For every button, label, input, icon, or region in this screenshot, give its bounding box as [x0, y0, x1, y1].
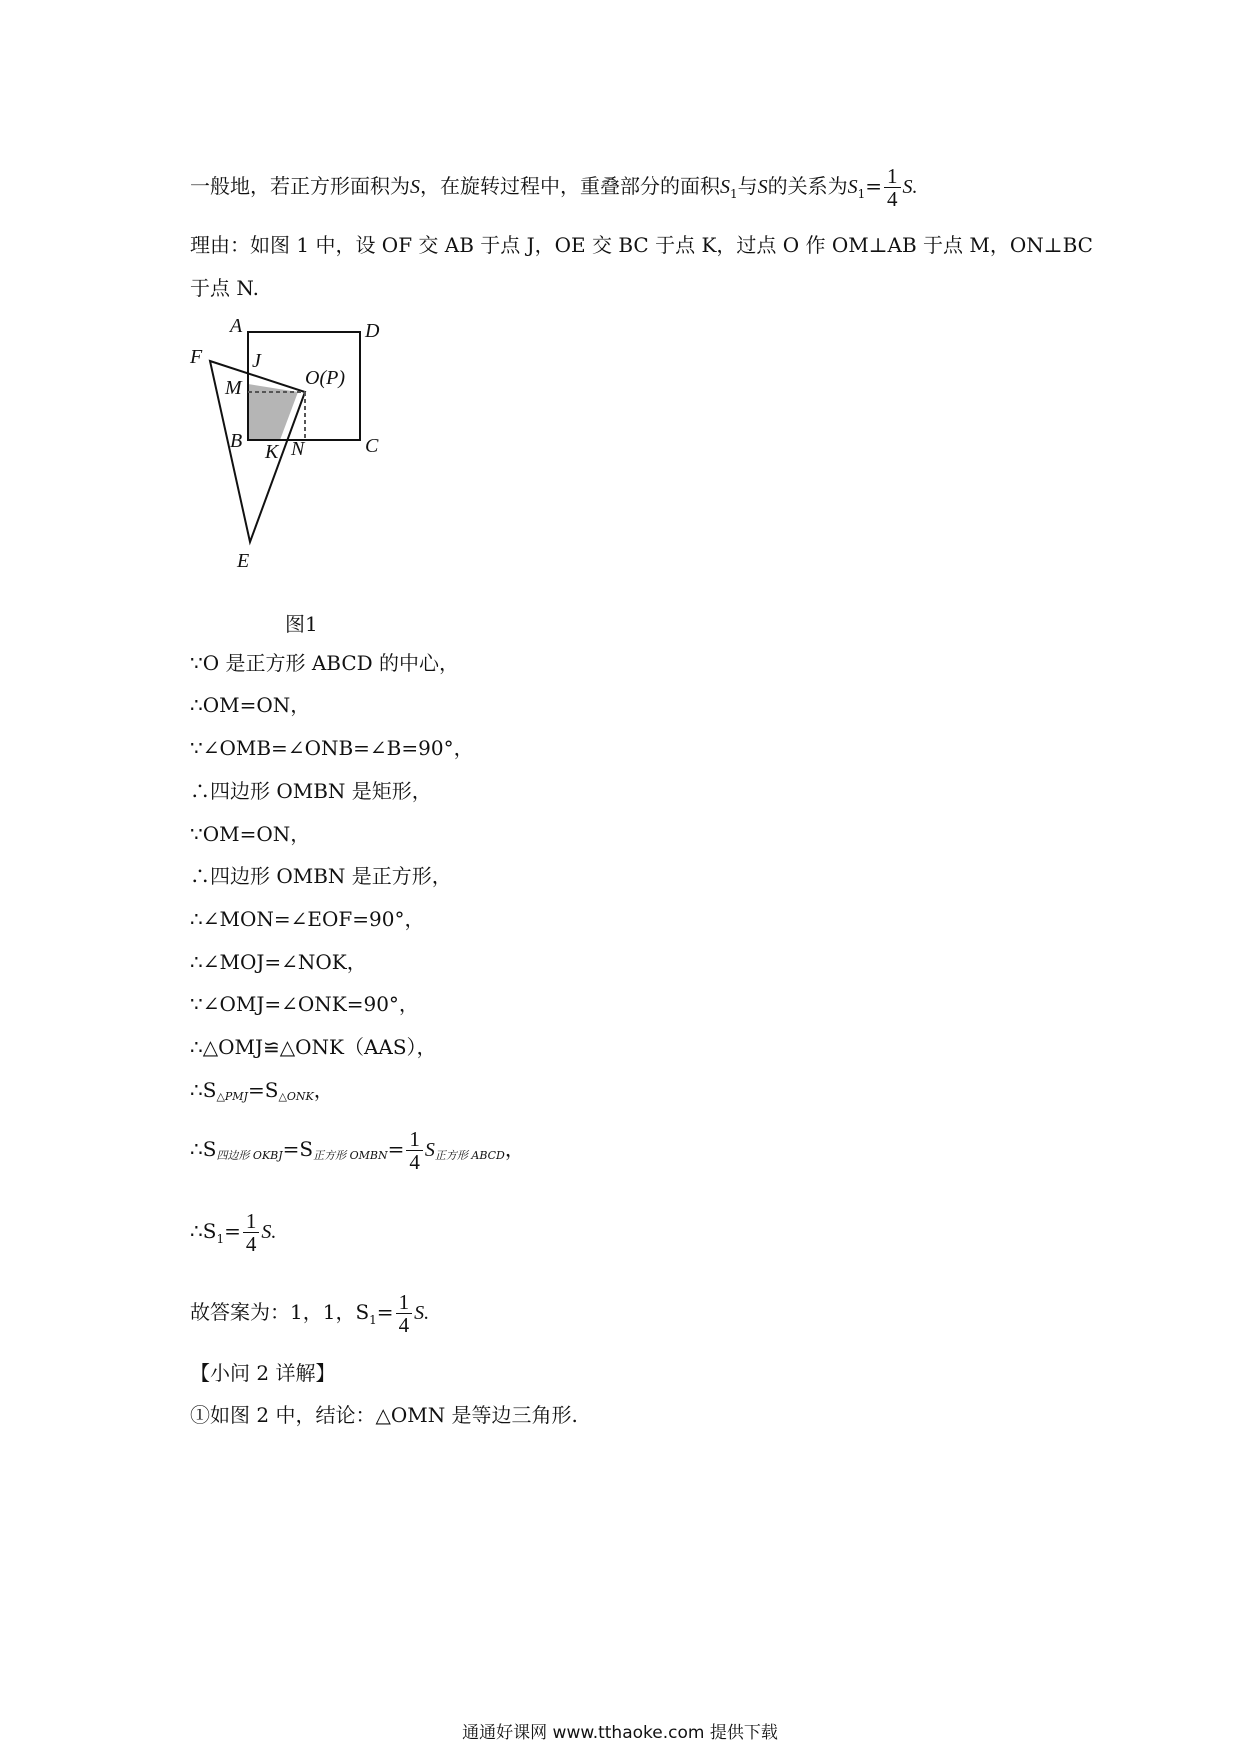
- text: 的关系为: [767, 174, 848, 198]
- proof-line: ∴OM=ON，: [190, 693, 311, 717]
- subscript: 正方形 OMBN: [313, 1149, 388, 1162]
- subscript: 1: [369, 1313, 377, 1327]
- fraction-numerator: 1: [396, 1291, 413, 1314]
- proof-line: ∵∠OMJ=∠ONK=90°，: [190, 992, 419, 1016]
- text-line-3: 于点 N.: [190, 276, 259, 300]
- text: =: [865, 174, 883, 198]
- label-c: C: [365, 435, 379, 457]
- text: ，: [313, 1078, 334, 1102]
- proof-line-area-equal: [190, 1077, 334, 1110]
- proof-line: ∵O 是正方形 ABCD 的中心，: [190, 651, 460, 675]
- proof-line: ∵∠OMB=∠ONB=∠B=90°，: [190, 736, 474, 760]
- label-j: J: [252, 350, 261, 372]
- fraction-numerator: 1: [884, 165, 901, 188]
- proof-line: ∴四边形 OMBN 是正方形，: [190, 864, 452, 888]
- fraction: [406, 1128, 423, 1173]
- fraction-denominator: 4: [245, 1232, 257, 1256]
- label-k: K: [265, 441, 279, 463]
- label-b: B: [230, 430, 243, 452]
- var: S.: [902, 176, 918, 198]
- proof-line-conclusion: [190, 1210, 276, 1255]
- figure-caption: 图1: [285, 612, 318, 636]
- proof-line: ∴△OMJ≌△ONK（AAS），: [190, 1035, 437, 1059]
- var: S: [847, 176, 858, 198]
- text: 故答案为：1，1，S: [190, 1300, 370, 1324]
- subscript: 1: [216, 1232, 225, 1246]
- text: ∴S: [190, 1078, 217, 1102]
- text: 与: [737, 174, 758, 198]
- proof-line: ∴∠MON=∠EOF=90°，: [190, 907, 425, 931]
- subscript: 四边形 OKBJ: [216, 1149, 283, 1162]
- subscript: 1: [730, 187, 738, 201]
- text-line-1: [190, 165, 918, 210]
- label-e: E: [237, 550, 250, 572]
- label-n: N: [291, 438, 305, 460]
- text: 一般地，若正方形面积为: [190, 174, 410, 198]
- footer-text: 通通好课网 www.tthaoke.com 提供下载: [462, 1723, 778, 1743]
- label-o: O(P): [305, 367, 345, 389]
- text: =S: [247, 1078, 279, 1102]
- fraction-denominator: 4: [398, 1313, 410, 1337]
- label-a: A: [230, 315, 243, 337]
- fraction: [884, 165, 901, 210]
- fraction-numerator: 1: [243, 1210, 260, 1233]
- label-m: M: [225, 377, 242, 399]
- label-f: F: [190, 346, 203, 368]
- answer-line: [190, 1291, 429, 1336]
- text: ∴S: [190, 1219, 217, 1243]
- text: ∴S: [190, 1137, 217, 1161]
- text: ，: [504, 1137, 525, 1161]
- var: S: [757, 176, 768, 198]
- subscript: △ONK: [278, 1090, 314, 1103]
- var: S: [720, 176, 730, 198]
- text: =S: [282, 1137, 314, 1161]
- section-heading: 【小问 2 详解】: [190, 1361, 336, 1385]
- text-line-2: 理由：如图 1 中，设 OF 交 AB 于点 J，OE 交 BC 于点 K，过点 O 作 OM⊥AB 于点 M，ON⊥BC: [190, 233, 1093, 257]
- label-d: D: [365, 320, 380, 342]
- fraction: [243, 1210, 260, 1255]
- subscript: 1: [857, 187, 866, 201]
- fraction-denominator: 4: [887, 187, 898, 211]
- var: S: [410, 176, 420, 198]
- subscript: 正方形 ABCD: [434, 1149, 505, 1162]
- var: S.: [414, 1302, 430, 1324]
- var: S.: [261, 1221, 277, 1243]
- proof-line: ∴四边形 OMBN 是矩形，: [190, 779, 432, 803]
- proof-line: ∴∠MOJ=∠NOK，: [190, 950, 367, 974]
- fraction: [396, 1291, 413, 1336]
- fraction-denominator: 4: [409, 1150, 420, 1174]
- text: =: [224, 1219, 241, 1243]
- subscript: △PMJ: [216, 1090, 248, 1103]
- text: =: [376, 1300, 394, 1324]
- text-line: ①如图 2 中，结论：△OMN 是等边三角形.: [190, 1403, 578, 1427]
- proof-line: ∵OM=ON，: [190, 822, 311, 846]
- geometry-figure-1: [185, 312, 405, 582]
- text: ，在旋转过程中，重叠部分的面积: [420, 174, 720, 198]
- text: =: [387, 1137, 405, 1161]
- var: S: [424, 1139, 435, 1161]
- proof-line-area-fraction: [190, 1128, 525, 1173]
- fraction-numerator: 1: [406, 1128, 423, 1151]
